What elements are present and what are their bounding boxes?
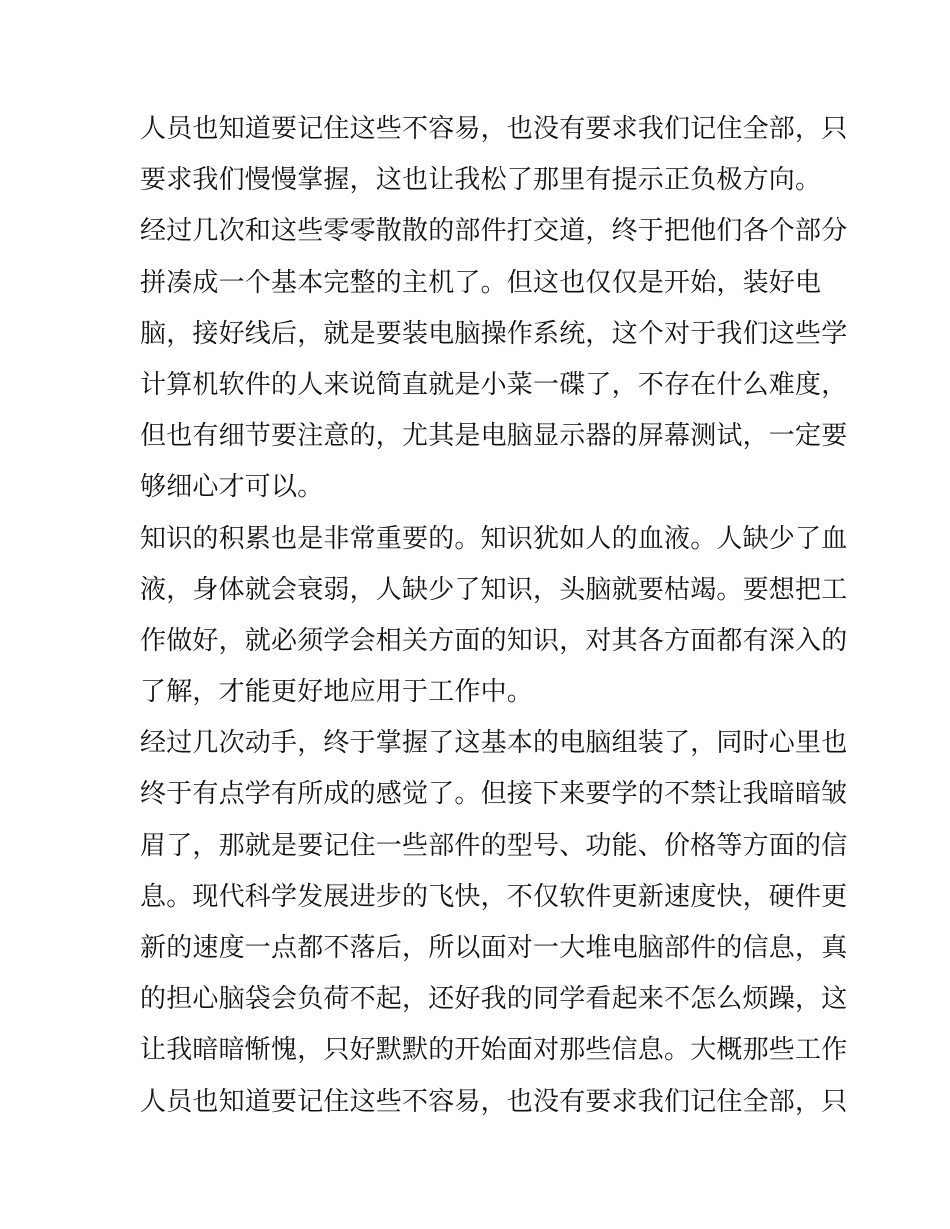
text-line: 脑，接好线后，就是要装电脑操作系统，这个对于我们这些学 [140,318,848,349]
text-line: 够细心才可以。 [140,472,324,503]
text-line: 终于有点学有所成的感觉了。但接下来要学的不禁让我暗暗皱 [140,779,848,810]
text-line: 了解，才能更好地应用于工作中。 [140,677,534,708]
text-line: 拼凑成一个基本完整的主机了。但这也仅仅是开始，装好电 [140,267,822,298]
body-text [140,104,848,1128]
text-line: 经过几次动手，终于掌握了这基本的电脑组装了，同时心里也 [140,728,848,759]
text-line: 知识的积累也是非常重要的。知识犹如人的血液。人缺少了血 [140,523,848,554]
text-line: 经过几次和这些零零散散的部件打交道，终于把他们各个部分 [140,216,848,247]
text-line: 的担心脑袋会负荷不起，还好我的同学看起来不怎么烦躁，这 [140,984,848,1015]
text-line: 眉了，那就是要记住一些部件的型号、功能、价格等方面的信 [140,830,848,861]
text-line: 但也有细节要注意的，尤其是电脑显示器的屏幕测试，一定要 [140,421,848,452]
text-line: 新的速度一点都不落后，所以面对一大堆电脑部件的信息，真 [140,933,848,963]
text-line: 人员也知道要记住这些不容易，也没有要求我们记住全部，只 [140,1086,848,1117]
text-line: 人员也知道要记住这些不容易，也没有要求我们记住全部，只 [140,114,848,144]
text-line: 息。现代科学发展进步的飞快，不仅软件更新速度快，硬件更 [140,881,848,912]
text-line: 要求我们慢慢掌握，这也让我松了那里有提示正负极方向。 [140,165,822,196]
text-line: 让我暗暗惭愧，只好默默的开始面对那些信息。大概那些工作 [140,1035,848,1066]
text-line: 液，身体就会衰弱，人缺少了知识，头脑就要枯竭。要想把工 [140,574,848,605]
text-line: 计算机软件的人来说简直就是小菜一碟了，不存在什么难度， [140,369,848,400]
text-line: 作做好，就必须学会相关方面的知识，对其各方面都有深入的 [140,625,848,656]
